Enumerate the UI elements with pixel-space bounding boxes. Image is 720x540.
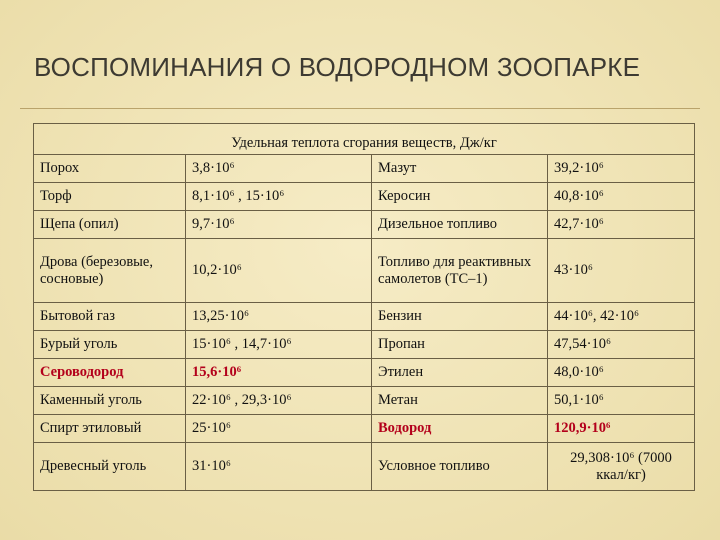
- substance-name: Каменный уголь: [34, 387, 186, 415]
- substance-name-highlighted: Сероводород: [34, 359, 186, 387]
- table-row: [34, 359, 695, 387]
- table-row: [34, 331, 695, 359]
- substance-name: Условное топливо: [372, 443, 548, 491]
- table-row: [34, 155, 695, 183]
- substance-name: Спирт этиловый: [34, 415, 186, 443]
- heat-value: 8,1·10⁶ , 15·10⁶: [186, 183, 372, 211]
- heat-value: 22·10⁶ , 29,3·10⁶: [186, 387, 372, 415]
- substance-name: Пропан: [372, 331, 548, 359]
- heat-value: 3,8·10⁶: [186, 155, 372, 183]
- heat-value: 31·10⁶: [186, 443, 372, 491]
- table-row: [34, 211, 695, 239]
- substance-name: Дрова (березовые, сосновые): [34, 239, 186, 303]
- heat-value: 40,8·10⁶: [548, 183, 695, 211]
- heat-of-combustion-table: [33, 123, 695, 491]
- heat-value-highlighted: 15,6·10⁶: [186, 359, 372, 387]
- heat-value: 50,1·10⁶: [548, 387, 695, 415]
- substance-name: Щепа (опил): [34, 211, 186, 239]
- heat-value: 42,7·10⁶: [548, 211, 695, 239]
- substance-name: Порох: [34, 155, 186, 183]
- heat-value: 25·10⁶: [186, 415, 372, 443]
- substance-name: Дизельное топливо: [372, 211, 548, 239]
- title-divider: [20, 108, 700, 109]
- heat-value: 15·10⁶ , 14,7·10⁶: [186, 331, 372, 359]
- substance-name: Торф: [34, 183, 186, 211]
- heat-value: 29,308·10⁶ (7000 ккал/кг): [548, 443, 695, 491]
- substance-name: Бытовой газ: [34, 303, 186, 331]
- table-caption: Удельная теплота сгорания веществ, Дж/кг: [34, 124, 695, 155]
- substance-name: Бурый уголь: [34, 331, 186, 359]
- heat-value: 43·10⁶: [548, 239, 695, 303]
- substance-name: Бензин: [372, 303, 548, 331]
- substance-name-highlighted: Водород: [372, 415, 548, 443]
- slide-title: ВОСПОМИНАНИЯ О ВОДОРОДНОМ ЗООПАРКЕ: [34, 52, 641, 82]
- table-row: [34, 415, 695, 443]
- substance-name: Метан: [372, 387, 548, 415]
- heat-value: 48,0·10⁶: [548, 359, 695, 387]
- table-row: [34, 239, 695, 303]
- heat-value: 47,54·10⁶: [548, 331, 695, 359]
- heat-value: 44·10⁶, 42·10⁶: [548, 303, 695, 331]
- table-row: [34, 387, 695, 415]
- substance-name: Этилен: [372, 359, 548, 387]
- table-row: [34, 183, 695, 211]
- substance-name: Мазут: [372, 155, 548, 183]
- substance-name: Керосин: [372, 183, 548, 211]
- heat-value-highlighted: 120,9·10⁶: [548, 415, 695, 443]
- table-row: [34, 443, 695, 491]
- heat-value: 13,25·10⁶: [186, 303, 372, 331]
- table-row: [34, 303, 695, 331]
- table-caption-row: [34, 124, 695, 155]
- substance-name: Топливо для реактивных самолетов (ТС–1): [372, 239, 548, 303]
- heat-value: 9,7·10⁶: [186, 211, 372, 239]
- heat-value: 10,2·10⁶: [186, 239, 372, 303]
- heat-value: 39,2·10⁶: [548, 155, 695, 183]
- substance-name: Древесный уголь: [34, 443, 186, 491]
